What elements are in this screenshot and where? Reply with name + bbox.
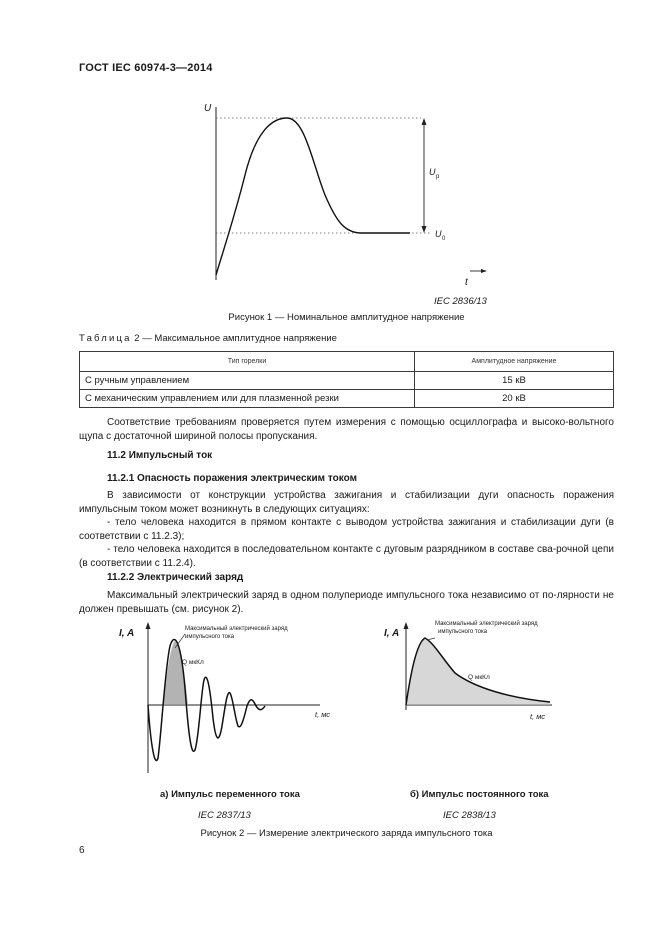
document-code: ГОСТ IEC 60974-3—2014 xyxy=(79,62,213,74)
paragraph-hazard: В зависимости от конструкции устройства зажигания и стабилизации дуги опасность поражения импульсным током может возникнуть в следующих ситуациях: xyxy=(79,490,614,515)
fig2a-subcaption: а) Импульс переменного тока xyxy=(160,789,300,800)
paragraph-charge: Максимальный электрический заряд в одном полупериоде импульсного тока независимо от по-лярности не должен превышать (см. рисунок 2). xyxy=(79,590,614,615)
page-number: 6 xyxy=(79,845,85,856)
fig2a-y-label: I, A xyxy=(119,628,135,639)
table-header-row xyxy=(80,352,614,372)
table-cell: 20 кВ xyxy=(415,390,614,408)
table-cell: С ручным управлением xyxy=(80,372,415,390)
fig1-up-arrow-top xyxy=(422,118,427,125)
table-row xyxy=(80,390,614,408)
fig1-up-label: U xyxy=(429,167,436,177)
fig2b-y-label: I, A xyxy=(384,628,400,639)
table-cell: 15 кВ xyxy=(415,372,614,390)
fig1-y-label: U xyxy=(204,103,212,114)
bullet-direct-contact: - тело человека находится в прямом контакте с выводом устройства зажигания и стабилизации дуги (в соответствии с 11.2.3); xyxy=(79,517,614,542)
fig1-up-sub: p xyxy=(436,174,440,180)
table2-title xyxy=(79,333,337,344)
fig2b-annot-line2: импульсного тока xyxy=(438,629,488,635)
bullet-series-contact: - тело человека находится в последовательном контакте с дуговым разрядником в составе сва-рочной цепи (в соответствии с 11.2.4). xyxy=(79,544,614,569)
table2-title-prefix: Таблица xyxy=(79,333,132,344)
fig1-caption: Рисунок 1 — Номинальное амплитудное напряжение xyxy=(228,312,465,323)
fig1-up-arrow-bottom xyxy=(422,226,427,233)
fig2a-q-label: Q мкКл xyxy=(182,659,204,666)
table2-title-rest: 2 — Максимальное амплитудное напряжение xyxy=(131,333,337,344)
fig2b-charge-area xyxy=(406,638,550,705)
fig1-t-label: t xyxy=(465,277,468,288)
fig1-u0-label: U xyxy=(435,229,442,239)
fig2b-annot-line1: Максимальный электрический заряд xyxy=(435,621,538,627)
fig2a-source: IEC 2837/13 xyxy=(198,810,251,821)
figure-1-graph xyxy=(195,95,505,295)
fig1-source: IEC 2836/13 xyxy=(434,296,487,307)
table-cell: С механическим управлением или для плазменной резки xyxy=(80,390,415,408)
figure-2a-graph xyxy=(115,618,345,778)
paragraph-verification: Соответствие требованиям проверяется путем измерения с помощью осциллографа и высоко-вольтного щупа с достаточной шириной полосы пропускания. xyxy=(79,417,614,442)
heading-11-2-2: 11.2.2 Электрический заряд xyxy=(107,572,244,583)
table-col-header: Тип горелки xyxy=(80,352,415,372)
fig2b-annot-leader xyxy=(427,638,435,640)
heading-11-2: 11.2 Импульсный ток xyxy=(107,450,213,461)
fig2b-subcaption: б) Импульс постоянного тока xyxy=(410,789,549,800)
table2 xyxy=(79,351,614,408)
fig2a-x-label: t, мс xyxy=(315,710,331,719)
fig1-voltage-curve xyxy=(216,118,410,275)
fig2b-q-label: Q мкКл xyxy=(468,674,490,681)
fig2b-source: IEC 2838/13 xyxy=(443,810,496,821)
fig2a-annot-line2: импульсного тока xyxy=(185,634,235,640)
figure-2b-graph xyxy=(380,618,560,778)
fig2-caption: Рисунок 2 — Измерение электрического заряда импульсного тока xyxy=(200,828,493,839)
fig1-u0-sub: 0 xyxy=(442,236,446,242)
table-col-header: Амплитудное напряжение xyxy=(415,352,614,372)
heading-11-2-1: 11.2.1 Опасность поражения электрическим током xyxy=(107,473,357,484)
fig2b-x-label: t, мс xyxy=(530,712,546,721)
fig2a-annot-line1: Максимальный электрический заряд xyxy=(185,626,288,632)
table-row xyxy=(80,372,614,390)
